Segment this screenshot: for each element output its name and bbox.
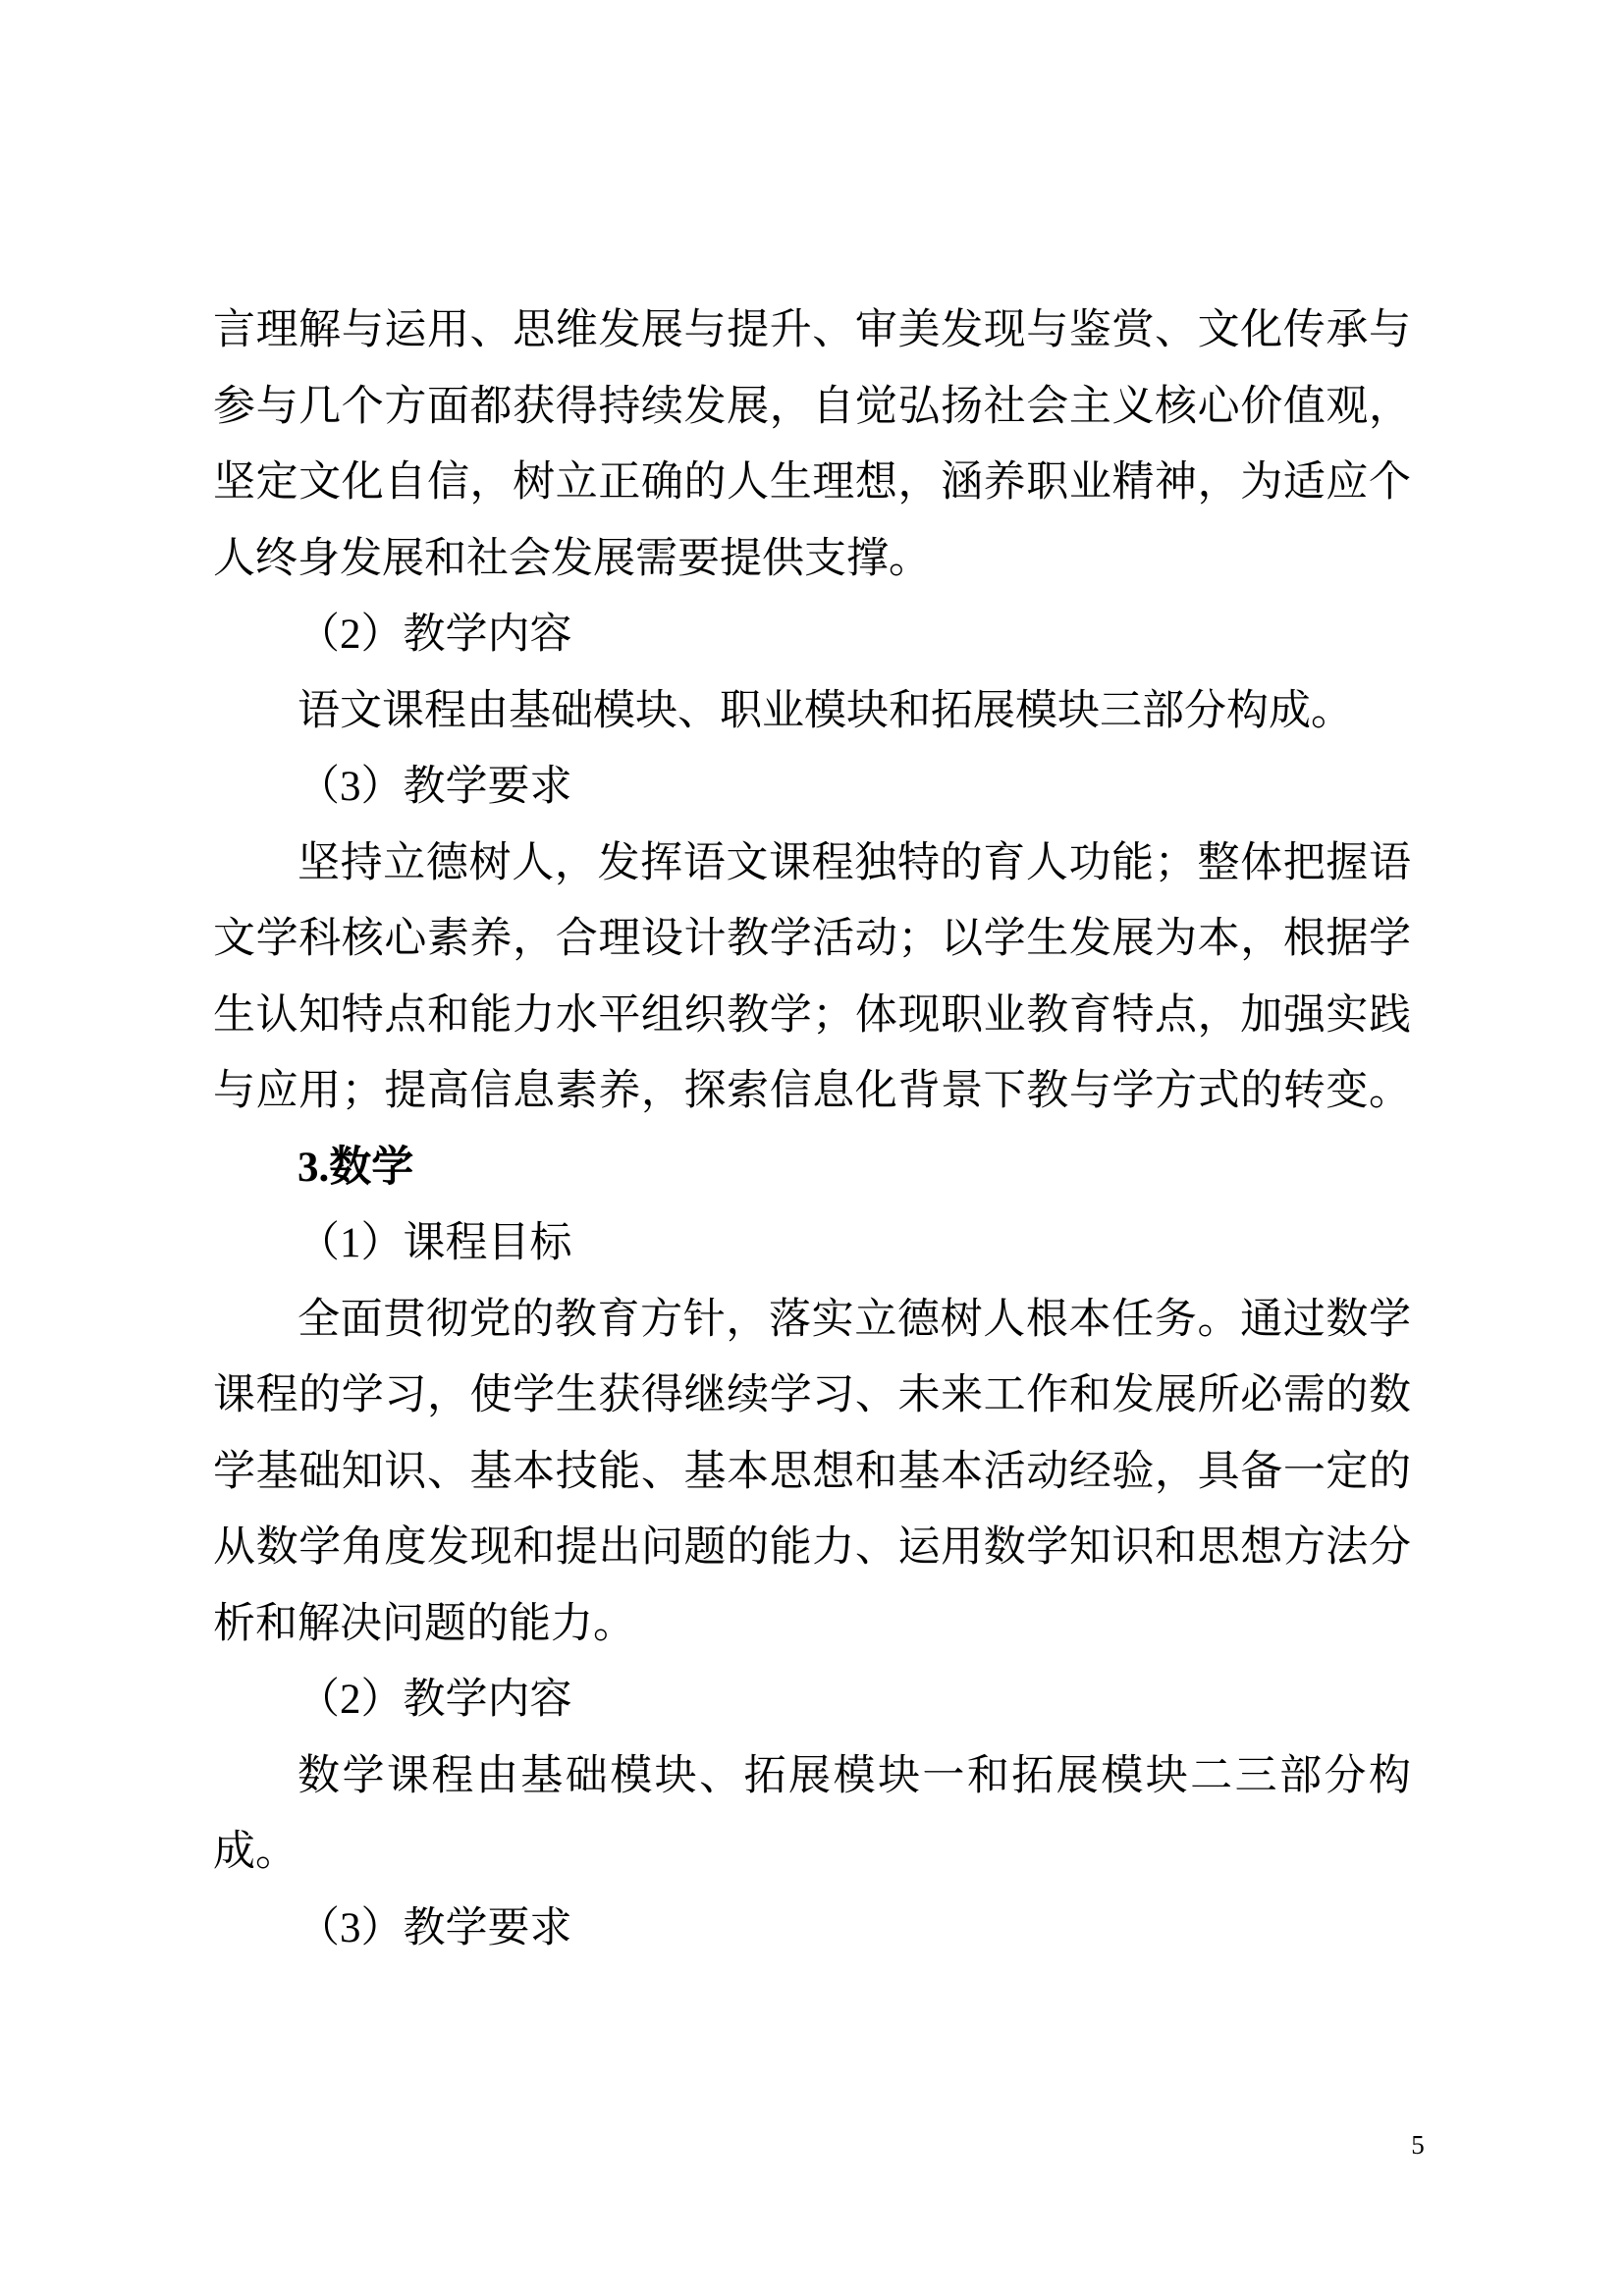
- body-line: 学基础知识、基本技能、基本思想和基本活动经验，具备一定的: [213, 1448, 1411, 1495]
- body-line: 坚定文化自信，树立正确的人生理想，涵养职业精神，为适应个: [213, 459, 1411, 506]
- body-line: 成。: [213, 1829, 298, 1875]
- body-line: 参与几个方面都获得持续发展，自觉弘扬社会主义核心价值观，: [213, 383, 1411, 430]
- subheading-math-teaching-content: （2）教学内容: [298, 1677, 572, 1723]
- body-line: 生认知特点和能力水平组织教学；体现职业教育特点，加强实践: [213, 991, 1411, 1039]
- body-line: 全面贯彻党的教育方针，落实立德树人根本任务。通过数学: [298, 1296, 1411, 1343]
- body-line: 数学课程由基础模块、拓展模块一和拓展模块二三部分构: [298, 1752, 1411, 1799]
- body-line: 从数学角度发现和提出问题的能力、运用数学知识和思想方法分: [213, 1524, 1411, 1571]
- subheading-lang-teaching-content: （2）教学内容: [298, 612, 572, 658]
- body-line: 析和解决问题的能力。: [213, 1600, 635, 1647]
- subheading-math-teaching-requirements: （3）教学要求: [298, 1904, 572, 1951]
- page-number: 5: [1411, 2130, 1425, 2160]
- body-line: 言理解与运用、思维发展与提升、审美发现与鉴赏、文化传承与: [213, 307, 1411, 353]
- body-line: 课程的学习，使学生获得继续学习、未来工作和发展所必需的数: [213, 1372, 1411, 1418]
- body-line: 与应用；提高信息素养，探索信息化背景下教与学方式的转变。: [213, 1068, 1411, 1114]
- heading-math-section: 3.数学: [298, 1144, 414, 1191]
- subheading-lang-teaching-requirements: （3）教学要求: [298, 764, 572, 810]
- body-line: 坚持立德树人，发挥语文课程独特的育人功能；整体把握语: [298, 839, 1411, 886]
- subheading-math-course-objectives: （1）课程目标: [298, 1220, 572, 1266]
- body-line: 人终身发展和社会发展需要提供支撑。: [213, 535, 931, 582]
- body-line: 文学科核心素养，合理设计教学活动；以学生发展为本，根据学: [213, 916, 1411, 962]
- document-text-block: [213, 293, 1411, 1966]
- body-line: 语文课程由基础模块、职业模块和拓展模块三部分构成。: [298, 687, 1353, 734]
